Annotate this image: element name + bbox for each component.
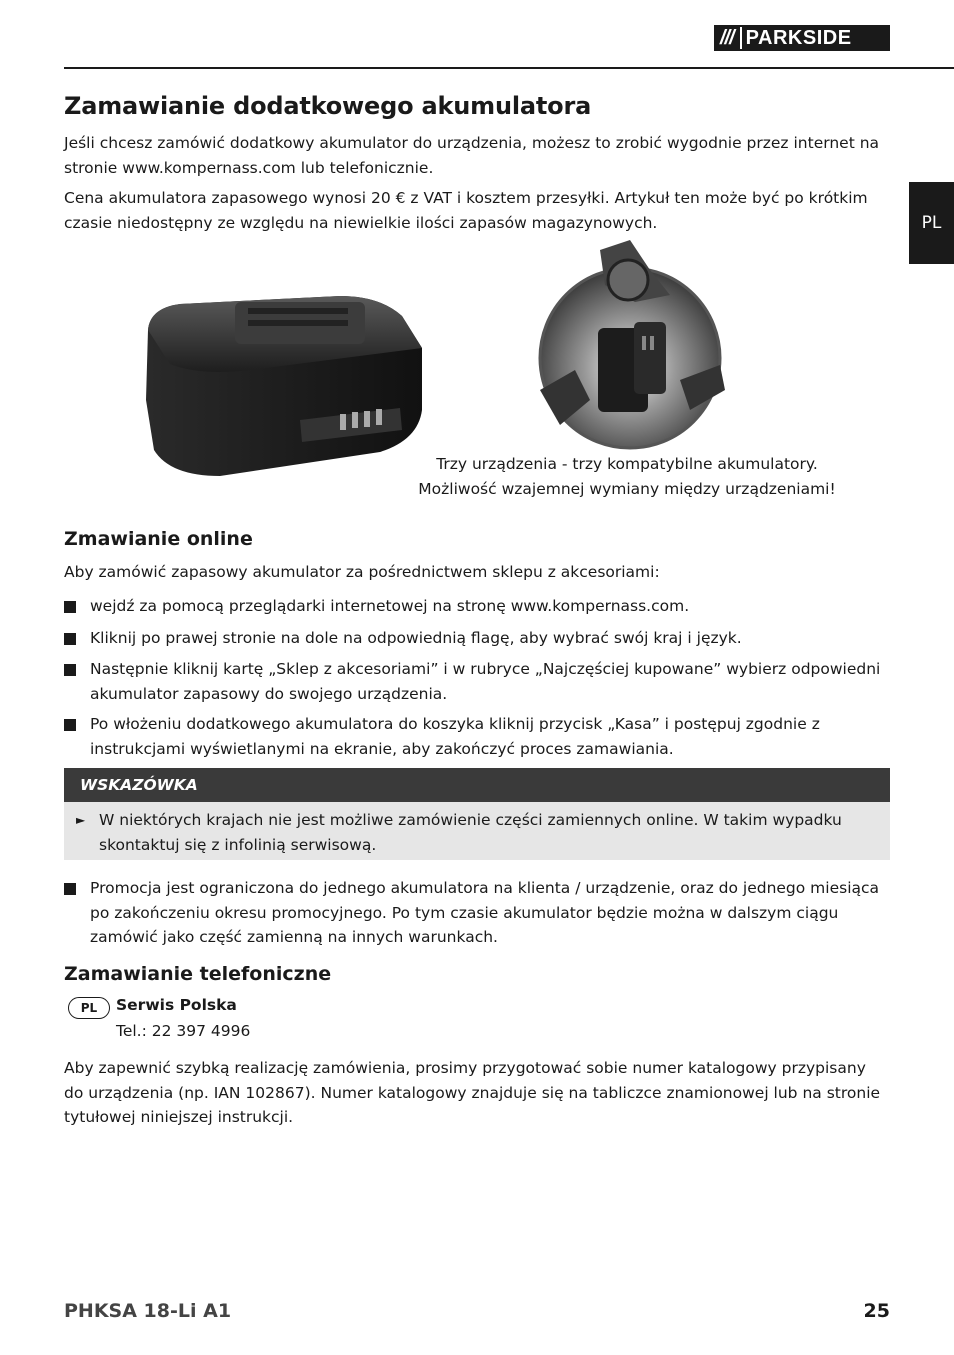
bullet-square (64, 719, 76, 731)
phone-heading: Zamawianie telefoniczne (64, 963, 332, 985)
service-phone: Tel.: 22 397 4996 (116, 1022, 251, 1040)
bullet-square (64, 664, 76, 676)
phone-paragraph: Aby zapewnić szybką realizację zamówienia, prosimy przygotować sobie numer katalogowy przypisany do urządzenia (np. IAN 102867). Numer katalogowy znajduje się na tabliczce znamionowej lub na stronie tytułowej niniejszej instrukcji. (64, 1059, 881, 1126)
page-title: Zamawianie dodatkowego akumulatora (64, 92, 592, 120)
service-name: Serwis Polska (116, 996, 237, 1014)
intro-paragraph-1: Jeśli chcesz zamówić dodatkowy akumulator do urządzenia, możesz to zrobić wygodnie przez internet na stronie www.kompernass.com lub telefonicznie. (64, 134, 880, 177)
footer-model: PHKSA 18-Li A1 (64, 1300, 232, 1322)
page-number: 25 (863, 1300, 890, 1322)
battery-pack-image (140, 290, 430, 480)
note-header (64, 768, 890, 802)
bullet-square (64, 601, 76, 613)
list-item: Po włożeniu dodatkowego akumulatora do koszyka kliknij przycisk „Kasa” i postępuj zgodnie z instrukcjami wyświetlanymi na ekranie, aby zakończyć proces zamawiania. (64, 712, 890, 761)
logo-slashes: /// (720, 26, 734, 49)
caption-line-2: Możliwość wzajemnej wymiany między urządzeniami! (418, 479, 836, 498)
note-body (64, 802, 890, 860)
country-badge: PL (68, 997, 110, 1019)
intro-paragraph-2: Cena akumulatora zapasowego wynosi 20 € z VAT i kosztem przesyłki. Artykuł ten może być po krótkim czasie niedostępny ze względu na niewielkie ilości zapasów magazynowych. (64, 189, 868, 232)
list-item: Kliknij po prawej stronie na dole na odpowiednią flagę, aby wybrać swój kraj i język. (64, 626, 890, 651)
online-heading: Zmawianie online (64, 528, 253, 550)
compatible-tools-image (530, 240, 730, 455)
bullet-square (64, 883, 76, 895)
arrow-right-icon: ► (76, 813, 86, 827)
figure-caption (402, 452, 852, 501)
language-tab: PL (909, 182, 954, 264)
note-text: W niektórych krajach nie jest możliwe zamówienie części zamiennych online. W takim wypadku skontaktuj się z infolinią serwisową. (99, 811, 842, 854)
list-item: Następnie kliknij kartę „Sklep z akcesoriami” i w rubryce „Najczęściej kupowane” wybierz odpowiedni akumulator zapasowy do swojego urządzenia. (64, 657, 890, 706)
logo-text: PARKSIDE (740, 27, 852, 49)
header-rule (64, 67, 954, 69)
note-label: WSKAZÓWKA (80, 776, 198, 794)
list-item: Promocja jest ograniczona do jednego akumulatora na klienta / urządzenie, oraz do jednego miesiąca po zakończeniu okresu promocyjnego. Po tym czasie akumulator będzie można w dalszym ciągu zamówić jako część zamienną na innych warunkach. (64, 876, 890, 950)
bullet-square (64, 633, 76, 645)
caption-line-1: Trzy urządzenia - trzy kompatybilne akumulatory. (436, 455, 818, 473)
parkside-logo (714, 25, 890, 51)
list-item: wejdź za pomocą przeglądarki internetowej na stronę www.kompernass.com. (64, 594, 890, 619)
online-intro: Aby zamówić zapasowy akumulator za pośrednictwem sklepu z akcesoriami: (64, 563, 660, 581)
